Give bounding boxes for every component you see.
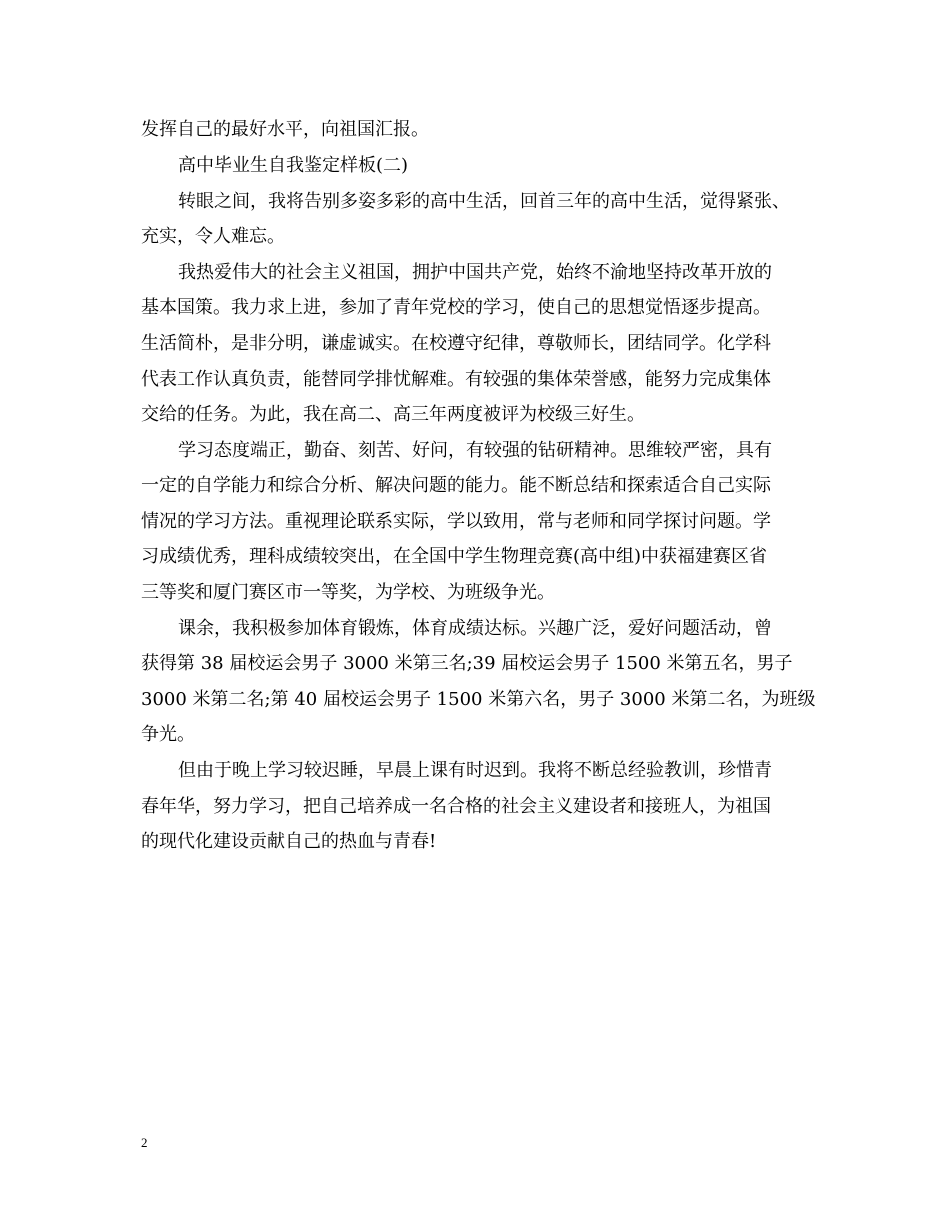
text-line: 充实，令人难忘。 xyxy=(141,226,285,247)
text-line: 一定的自学能力和综合分析、解决问题的能力。能不断总结和探索适合自己实际 xyxy=(141,475,771,496)
text-line: 生活简朴，是非分明，谦虚诚实。在校遵守纪律，尊敬师长，团结同学。化学科 xyxy=(141,333,771,354)
text-line: 但由于晚上学习较迟睡，早晨上课有时迟到。我将不断总经验教训，珍惜青 xyxy=(178,760,772,781)
text-line: 三等奖和厦门赛区市一等奖，为学校、为班级争光。 xyxy=(141,582,555,603)
text-line: 代表工作认真负责，能替同学排忧解难。有较强的集体荣誉感，能努力完成集体 xyxy=(141,369,771,390)
text-line: 习成绩优秀，理科成绩较突出，在全国中学生物理竞赛(高中组)中获福建赛区省 xyxy=(141,546,768,567)
text-line: 的现代化建设贡献自己的热血与青春! xyxy=(141,831,437,852)
text-line: 情况的学习方法。重视理论联系实际，学以致用，常与老师和同学探讨问题。学 xyxy=(141,511,771,532)
text-line: 发挥自己的最好水平，向祖国汇报。 xyxy=(141,119,429,140)
text-line: 交给的任务。为此，我在高二、高三年两度被评为校级三好生。 xyxy=(141,404,645,425)
text-line: 学习态度端正，勤奋、刻苦、好问，有较强的钻研精神。思维较严密，具有 xyxy=(178,440,772,461)
page-number: 2 xyxy=(141,1135,148,1150)
text-line: 我热爱伟大的社会主义祖国，拥护中国共产党，始终不渝地坚持改革开放的 xyxy=(178,262,772,283)
text-line: 春年华，努力学习，把自己培养成一名合格的社会主义建设者和接班人，为祖国 xyxy=(141,796,771,817)
text-line: 转眼之间，我将告别多姿多彩的高中生活，回首三年的高中生活，觉得紧张、 xyxy=(178,191,790,212)
text-line: 课余，我积极参加体育锻炼，体育成绩达标。兴趣广泛，爱好问题活动，曾 xyxy=(178,618,772,639)
section-heading: 高中毕业生自我鉴定样板(二) xyxy=(178,155,409,176)
text-line: 获得第 38 届校运会男子 3000 米第三名;39 届校运会男子 1500 米第五名，男子 xyxy=(141,653,793,674)
text-line: 3000 米第二名;第 40 届校运会男子 1500 米第六名，男子 3000 米第二名，为班级 xyxy=(141,689,816,710)
text-line: 争光。 xyxy=(141,724,195,745)
text-line: 基本国策。我力求上进，参加了青年党校的学习，使自己的思想觉悟逐步提高。 xyxy=(141,297,771,318)
